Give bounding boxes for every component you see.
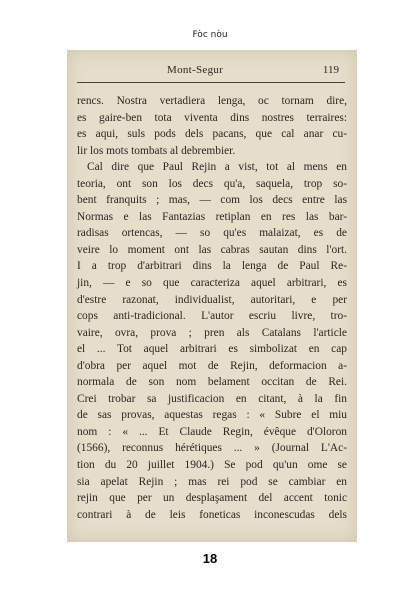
scanned-page (67, 50, 357, 542)
header-rule (77, 82, 345, 83)
text-line: d'obra per aquel mot de Rejin, deformacion a- (77, 359, 347, 372)
text-line: I a trop d'arbitrari dins la lenga de Paul Re- (77, 260, 347, 273)
text-line: veire lo moment ont las cabras sautan dins l'ort. (77, 243, 347, 256)
text-line: vaire, ovra, prova ; pren als Catalans l'article (77, 326, 347, 339)
text-line: lir los mots tombats al debrembier. (77, 144, 236, 157)
text-line: cops anti-tradicional. L'autor escriu livre, tro- (77, 310, 347, 323)
text-line: bent franquits ; mas, — com los decs entre las (77, 194, 347, 207)
text-line: Normas e las Fantazias retiplan en res las bar- (77, 210, 347, 223)
running-head (67, 64, 357, 78)
text-line: d'estre razonat, individualist, autoritari, e per (77, 293, 347, 306)
text-line: radisas ortencas, — so qu'es malaizat, es de (77, 227, 347, 240)
text-line: de sas provas, aquestas regas : « Subre el miu (77, 409, 347, 422)
text-line: es aqui, suls pods dels pacans, que cal anar cu- (77, 128, 347, 141)
document-title: Fòc nòu (192, 30, 228, 40)
body-text (77, 93, 347, 523)
text-line: teoria, ont son los decs qu'a, saquela, trop so- (77, 177, 347, 190)
text-line: normala de son nom belament occitan de Rei. (77, 376, 347, 389)
text-line: rencs. Nostra vertadiera lenga, oc tornam dire, (77, 95, 347, 107)
text-line: (1566), reconnus hérétiques ... » (Journal L'Ac- (77, 442, 347, 455)
text-line: sia apelat Rejin ; mas rei pod se cambiar en (77, 475, 347, 488)
folio-number: 18 (202, 551, 218, 566)
text-line: rejin que per un desplaşament del accent tonic (77, 492, 347, 505)
text-line: nom : « ... Et Claude Regin, évêque d'Oloron (77, 425, 347, 438)
text-line: tion du 20 juillet 1904.) Se pod qu'un ome se (77, 459, 347, 472)
text-line: Crei trobar sa justificacion en citant, à la fin (77, 392, 347, 405)
page-number: 119 (322, 64, 339, 76)
text-line: contrari à de leis foneticas inconescudas dels (77, 508, 347, 521)
text-line: es gaire-ben tota viventa dins nostres terraires: (77, 111, 347, 124)
text-line: jin, — e so que caracteriza aquel arbitrari, es (77, 277, 347, 290)
running-head-title: Mont-Segur (167, 64, 224, 76)
text-line: el ... Tot aquel arbitrari es simbolizat en cap (77, 343, 347, 356)
text-line: Cal dire que Paul Rejin a vist, tot al mens en (87, 161, 347, 174)
